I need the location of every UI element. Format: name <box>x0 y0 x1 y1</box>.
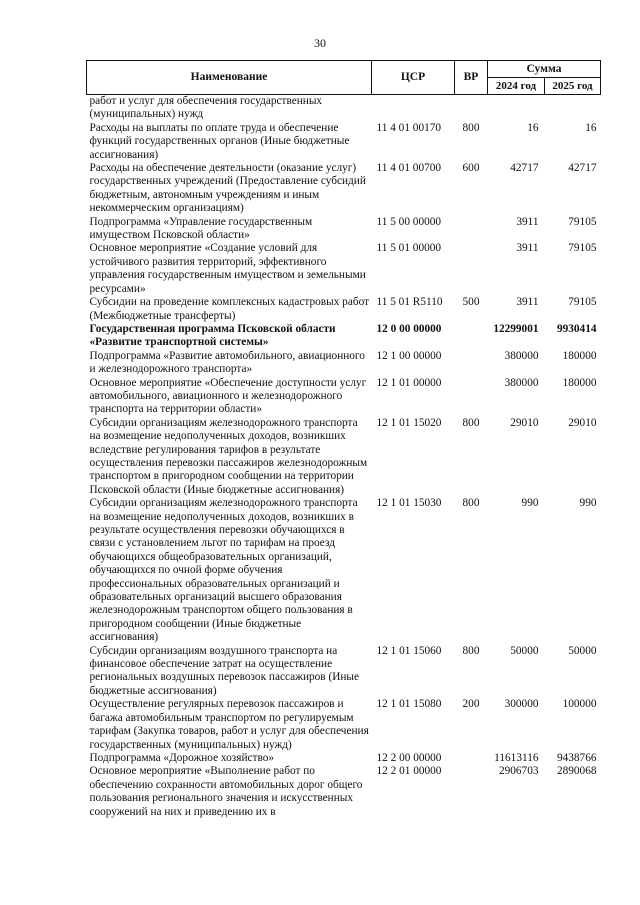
row-amount-2025: 9930414 <box>556 322 597 335</box>
row-amount-2025: 180000 <box>562 349 597 362</box>
row-name: Подпрограмма «Развитие автомобильного, авиационного и железнодорожного транспорта» <box>89 349 365 376</box>
table-row <box>87 216 601 243</box>
vr-column-header: ВР <box>455 61 488 95</box>
row-name: работ и услуг для обеспечения государственных (муниципальных) нужд <box>89 95 323 121</box>
table-row <box>87 350 601 377</box>
table-row <box>87 95 601 122</box>
row-amount-2024: 300000 <box>504 698 539 711</box>
row-amount-2025: 29010 <box>568 416 597 429</box>
row-vr <box>455 765 488 819</box>
year-2025-header: 2025 год <box>545 78 601 95</box>
row-name: Субсидии на проведение комплексных кадастровых работ (Межбюджетные трансферты) <box>89 296 370 322</box>
row-name: Субсидии организациям железнодорожного транспорта на возмещение недополученных доходов, возникших вследствие регулирования тарифов в результате осуществления перевозки пассажиров железнодорожным транспортом в пригородном сообщении на территории Псковской области (Иные бюджетные ассигнования) <box>89 416 368 496</box>
row-amount-2024: 16 <box>527 121 539 134</box>
table-row <box>87 698 601 752</box>
table-row <box>87 377 601 417</box>
row-csr: 11 5 01 00000 <box>376 242 442 255</box>
row-amount-2025: 79105 <box>568 296 597 309</box>
row-vr: 800 <box>462 416 480 429</box>
row-csr: 12 1 01 15020 <box>376 416 442 429</box>
row-amount-2024: 3911 <box>516 215 539 228</box>
row-vr <box>455 350 488 377</box>
row-vr: 500 <box>462 296 480 309</box>
row-vr <box>455 377 488 417</box>
row-vr <box>455 95 488 122</box>
row-name: Субсидии организациям железнодорожного транспорта на возмещение недополученных доходов, возникших в результате осуществления перевозки обучающихся в связи с установлением льгот по тарифам на проезд обучающихся общеобразовательных организаций, обучающихся по очной форме обучения профессиональных образовательных организаций и образовательных организаций высшего образования железнодорожным транспортом общего пользования в пригородном сообщении (Иные бюджетные ассигнования) <box>89 497 358 644</box>
row-amount-2025 <box>545 95 601 122</box>
row-vr <box>455 242 488 296</box>
row-vr <box>455 752 488 765</box>
row-name: Подпрограмма «Управление государственным имуществом Псковской области» <box>89 215 313 242</box>
row-name: Основное мероприятие «Выполнение работ по обеспечению сохранности автомобильных дорог общего пользования регионального значения и искусственных сооружений на них и приведению их в <box>89 765 363 818</box>
row-amount-2024: 2906703 <box>498 765 539 778</box>
row-csr: 11 5 01 R5110 <box>376 296 443 309</box>
row-amount-2024: 380000 <box>504 376 539 389</box>
row-csr: 11 4 01 00170 <box>376 121 442 134</box>
row-amount-2025: 79105 <box>568 215 597 228</box>
budget-table <box>86 60 601 819</box>
row-name: Основное мероприятие «Обеспечение доступности услуг автомобильного, авиационного и железнодорожного транспорта на территории области» <box>89 376 367 416</box>
row-name: Государственная программа Псковской области «Развитие транспортной системы» <box>89 322 336 349</box>
table-row <box>87 645 601 699</box>
row-amount-2025: 2890068 <box>556 765 597 778</box>
table-body <box>87 95 601 819</box>
row-amount-2024: 42717 <box>510 162 539 175</box>
row-amount-2024: 11613116 <box>494 751 539 764</box>
row-amount-2025: 42717 <box>568 162 597 175</box>
row-csr: 11 4 01 00700 <box>376 162 442 175</box>
row-amount-2024: 29010 <box>510 416 539 429</box>
csr-column-header: ЦСР <box>372 61 455 95</box>
row-vr <box>455 216 488 243</box>
row-name: Подпрограмма «Дорожное хозяйство» <box>89 751 274 764</box>
row-amount-2024: 50000 <box>510 644 539 657</box>
row-csr: 11 5 00 00000 <box>376 215 442 228</box>
table-row <box>87 497 601 644</box>
row-vr: 800 <box>462 644 480 657</box>
row-name: Осуществление регулярных перевозок пассажиров и багажа автомобильным транспортом по регулируемым тарифам (Закупка товаров, работ и услуг для обеспечения государственных (муниципальных) нужд) <box>89 698 369 751</box>
row-vr: 800 <box>462 497 480 510</box>
row-vr <box>455 323 488 350</box>
row-csr: 12 1 01 00000 <box>376 376 442 389</box>
table-row <box>87 162 601 216</box>
year-2024-header: 2024 год <box>488 78 545 95</box>
page-number: 30 <box>314 36 326 50</box>
row-vr: 800 <box>462 121 480 134</box>
row-amount-2024: 12299001 <box>493 322 539 335</box>
table-row <box>87 242 601 296</box>
table-row <box>87 752 601 765</box>
row-amount-2025: 180000 <box>562 376 597 389</box>
row-amount-2024 <box>488 95 545 122</box>
table-row <box>87 323 601 350</box>
table-row <box>87 122 601 162</box>
row-csr: 12 2 01 00000 <box>376 765 442 778</box>
row-amount-2024: 3911 <box>516 296 539 309</box>
table-row <box>87 765 601 819</box>
row-amount-2024: 990 <box>521 497 539 510</box>
sum-column-header: Сумма <box>488 61 601 78</box>
row-vr: 200 <box>462 698 480 711</box>
row-csr <box>372 95 455 122</box>
row-amount-2025: 79105 <box>568 242 597 255</box>
row-csr: 12 1 01 15030 <box>376 497 442 510</box>
row-name: Расходы на выплаты по оплате труда и обеспечение функций государственных органов (Иные бюджетные ассигнования) <box>89 121 350 161</box>
row-amount-2025: 9438766 <box>556 751 597 764</box>
row-name: Основное мероприятие «Создание условий для устойчивого развития территорий, эффективного управления государственным имуществом и земельными ресурсами» <box>89 242 366 295</box>
table-row <box>87 296 601 323</box>
table-row <box>87 417 601 497</box>
row-csr: 12 1 00 00000 <box>376 349 442 362</box>
row-vr: 600 <box>462 162 480 175</box>
row-amount-2024: 3911 <box>516 242 539 255</box>
row-csr: 12 1 01 15060 <box>376 644 442 657</box>
row-name: Субсидии организациям воздушного транспорта на финансовое обеспечение затрат на осуществление региональных воздушных перевозок пассажиров (Иные бюджетные ассигнования) <box>89 644 360 697</box>
row-amount-2025: 16 <box>585 121 597 134</box>
row-csr: 12 2 00 00000 <box>376 751 442 764</box>
row-csr: 12 1 01 15080 <box>376 698 442 711</box>
row-csr: 12 0 00 00000 <box>376 322 442 335</box>
row-amount-2025: 50000 <box>568 644 597 657</box>
row-amount-2025: 100000 <box>562 698 597 711</box>
name-column-header: Наименование <box>87 61 372 95</box>
row-name: Расходы на обеспечение деятельности (оказание услуг) государственных учреждений (Предоставление субсидий бюджетным, автономным учреждениям и иным некоммерческим организациям) <box>89 162 366 215</box>
row-amount-2024: 380000 <box>504 349 539 362</box>
row-amount-2025: 990 <box>579 497 597 510</box>
table-header <box>87 61 601 95</box>
